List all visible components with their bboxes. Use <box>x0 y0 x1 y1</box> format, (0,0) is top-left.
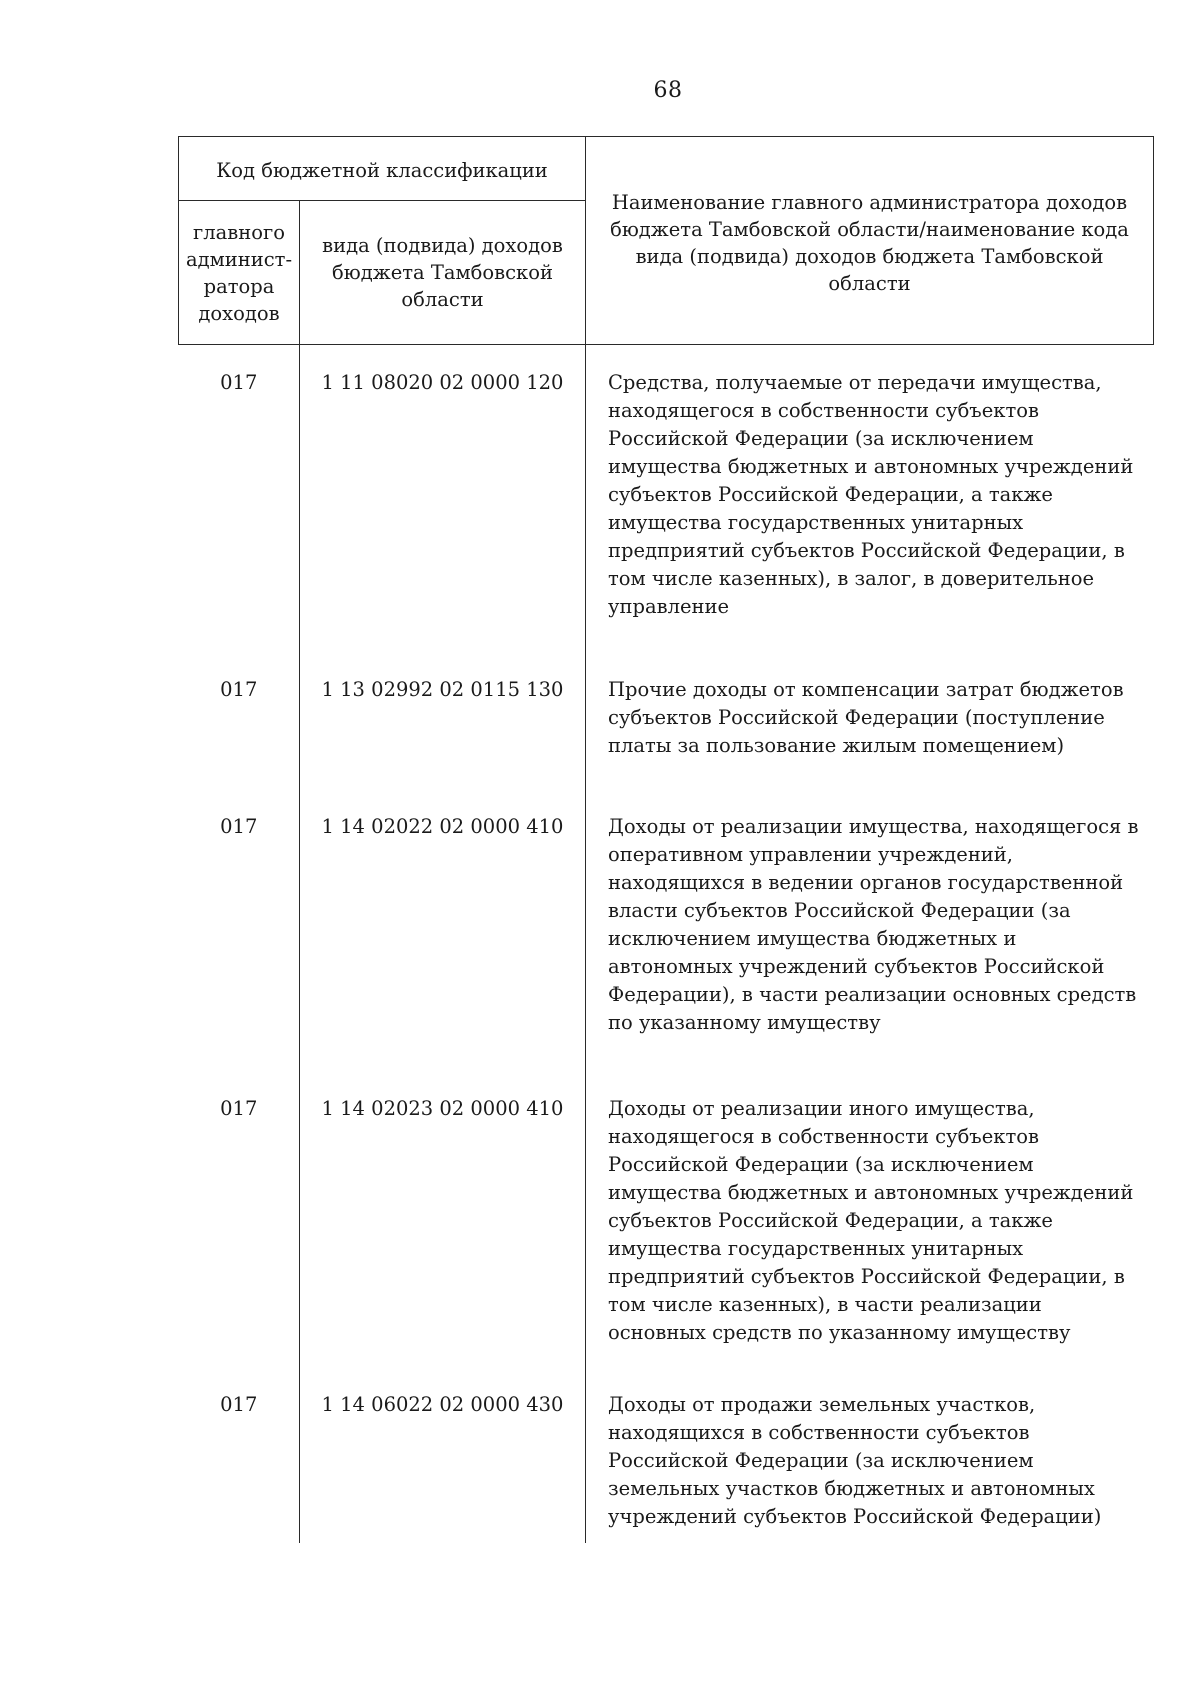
revenue-code-cell: 1 14 06022 02 0000 430 <box>300 1367 586 1543</box>
description-cell: Доходы от реализации имущества, находящегося в оперативном управлении учреждений, находящихся в ведении органов государственной власти субъектов Российской Федерации (за исключением имущества бюджетных и автономных учреждений субъектов Российской Федерации), в части реализации основных средств по указанному имуществу <box>586 789 1154 1071</box>
admin-code-cell: 017 <box>179 1367 300 1543</box>
page-number: 68 <box>653 78 683 103</box>
revenue-code-cell: 1 14 02023 02 0000 410 <box>300 1071 586 1367</box>
header-revenue-type-column: вида (подвида) доходов бюджета Тамбовской области <box>300 201 586 345</box>
description-cell: Доходы от продажи земельных участков, находящихся в собственности субъектов Российской Федерации (за исключением земельных участков бюджетных и автономных учреждений субъектов Российской Федерации) <box>586 1367 1154 1543</box>
header-name-column: Наименование главного администратора доходов бюджета Тамбовской области/наименование кода вида (подвида) доходов бюджета Тамбовской области <box>586 137 1154 345</box>
table-row <box>179 1071 1154 1367</box>
revenue-code-cell: 1 13 02992 02 0115 130 <box>300 652 586 789</box>
table-row <box>179 789 1154 1071</box>
table-row <box>179 1367 1154 1543</box>
description-cell: Прочие доходы от компенсации затрат бюджетов субъектов Российской Федерации (поступление платы за пользование жилым помещением) <box>586 652 1154 789</box>
admin-code-cell: 017 <box>179 345 300 653</box>
header-chief-administrator-column: главного админист-ратора доходов <box>179 201 300 345</box>
table-row <box>179 652 1154 789</box>
budget-classification-table <box>178 136 1154 1543</box>
admin-code-cell: 017 <box>179 652 300 789</box>
admin-code-cell: 017 <box>179 1071 300 1367</box>
revenue-code-cell: 1 11 08020 02 0000 120 <box>300 345 586 653</box>
revenue-code-cell: 1 14 02022 02 0000 410 <box>300 789 586 1071</box>
admin-code-cell: 017 <box>179 789 300 1071</box>
table-body <box>179 345 1154 1544</box>
header-budget-classification-code: Код бюджетной классификации <box>179 137 586 201</box>
description-cell: Доходы от реализации иного имущества, находящегося в собственности субъектов Российской Федерации (за исключением имущества бюджетных и автономных учреждений субъектов Российской Федерации, а также имущества государственных унитарных предприятий субъектов Российской Федерации, в том числе казенных), в части реализации основных средств по указанному имуществу <box>586 1071 1154 1367</box>
table-header <box>179 137 1154 345</box>
table-row <box>179 345 1154 653</box>
description-cell: Средства, получаемые от передачи имущества, находящегося в собственности субъектов Российской Федерации (за исключением имущества бюджетных и автономных учреждений субъектов Российской Федерации, а также имущества государственных унитарных предприятий субъектов Российской Федерации, в том числе казенных), в залог, в доверительное управление <box>586 345 1154 653</box>
